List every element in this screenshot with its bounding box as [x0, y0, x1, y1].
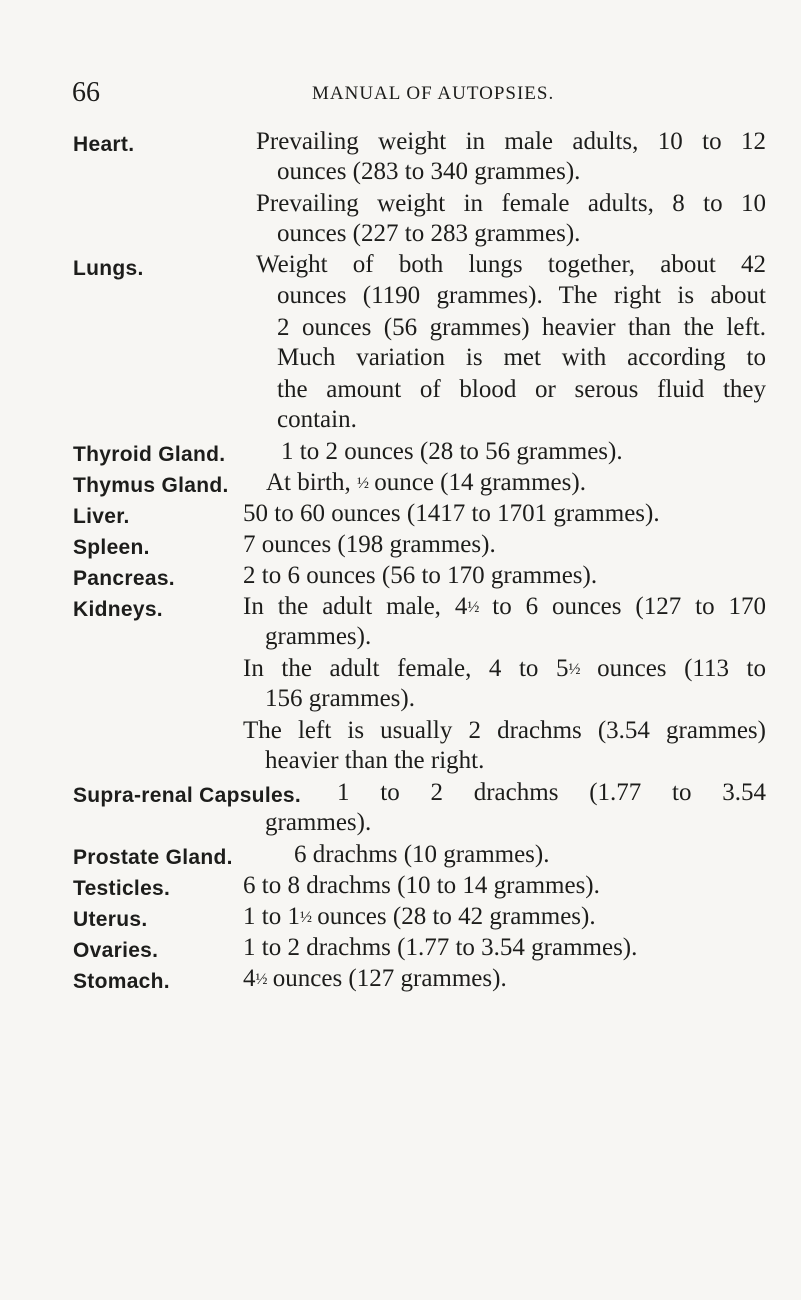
prostate-label: Prostate Gland. — [73, 846, 233, 869]
spleen-text: 7 ounces (198 grammes). — [243, 531, 496, 558]
uterus-label: Uterus. — [73, 908, 148, 931]
heart-line-1: Prevailing weight in male adults, 10 to 12 — [256, 128, 766, 155]
kidneys-line-6: heavier than the right. — [265, 747, 485, 774]
kidneys-line-3-post: ounces (113 to — [597, 655, 767, 682]
pancreas-label: Pancreas. — [73, 567, 175, 590]
kidneys-line-1-pre: In the adult male, 4 — [243, 593, 468, 620]
stomach-label: Stomach. — [73, 970, 170, 993]
stomach-fraction: ½ — [255, 971, 267, 988]
ovaries-text: 1 to 2 drachms (1.77 to 3.54 grammes). — [243, 934, 638, 961]
uterus-fraction: ½ — [299, 909, 311, 926]
kidneys-line-5: The left is usually 2 drachms (3.54 grammes) — [243, 717, 766, 744]
kidneys-line-2: grammes). — [265, 623, 372, 650]
stomach-text-post: ounces (127 grammes). — [272, 965, 507, 992]
kidneys-label: Kidneys. — [73, 598, 163, 621]
heart-line-4: ounces (227 to 283 grammes). — [277, 220, 581, 247]
suprarenal-line-2: grammes). — [265, 809, 372, 836]
liver-text: 50 to 60 ounces (1417 to 1701 grammes). — [243, 500, 660, 527]
spleen-label: Spleen. — [73, 536, 150, 559]
testicles-text: 6 to 8 drachms (10 to 14 grammes). — [243, 872, 600, 899]
uterus-text — [243, 902, 596, 933]
thymus-text-post: ounce (14 grammes). — [374, 469, 586, 496]
heart-line-3: Prevailing weight in female adults, 8 to 10 — [256, 190, 766, 217]
uterus-text-pre: 1 to 1 — [243, 903, 300, 930]
thymus-text-pre: At birth, — [266, 469, 351, 496]
kidneys-line-1-post: to 6 ounces (127 to 170 — [492, 593, 766, 620]
kidneys-line-4: 156 grammes). — [265, 685, 415, 712]
kidneys-line-3 — [243, 654, 766, 685]
running-title: MANUAL OF AUTOPSIES. — [312, 83, 555, 104]
testicles-label: Testicles. — [73, 877, 171, 900]
page-number: 66 — [72, 77, 100, 108]
lungs-label: Lungs. — [73, 257, 144, 280]
lungs-line-5: the amount of blood or serous fluid they — [277, 376, 766, 403]
uterus-text-post: ounces (28 to 42 grammes). — [317, 903, 596, 930]
lungs-line-6: contain. — [277, 406, 357, 433]
kidneys-fraction-2: ½ — [568, 661, 580, 678]
kidneys-line-3-pre: In the adult female, 4 to 5 — [243, 655, 569, 682]
pancreas-text: 2 to 6 ounces (56 to 170 grammes). — [243, 562, 598, 589]
heart-line-2: ounces (283 to 340 grammes). — [277, 158, 581, 185]
stomach-text-pre: 4 — [243, 965, 256, 992]
heart-label: Heart. — [73, 133, 135, 156]
thymus-text — [266, 468, 586, 499]
suprarenal-line-1: 1 to 2 drachms (1.77 to 3.54 — [337, 779, 766, 806]
thymus-fraction: ½ — [356, 475, 368, 492]
thyroid-label: Thyroid Gland. — [73, 443, 226, 466]
lungs-line-3: 2 ounces (56 grammes) heavier than the left. — [277, 314, 766, 341]
suprarenal-label: Supra-renal Capsules. — [73, 784, 302, 807]
thyroid-text: 1 to 2 ounces (28 to 56 grammes). — [281, 438, 623, 465]
prostate-text: 6 drachms (10 grammes). — [294, 841, 550, 868]
lungs-line-2: ounces (1190 grammes). The right is about — [277, 282, 766, 309]
lungs-line-4: Much variation is met with according to — [277, 344, 766, 371]
thymus-label: Thymus Gland. — [73, 474, 229, 497]
lungs-line-1: Weight of both lungs together, about 42 — [256, 251, 766, 278]
stomach-text — [243, 964, 507, 995]
liver-label: Liver. — [73, 505, 130, 528]
ovaries-label: Ovaries. — [73, 939, 159, 962]
kidneys-line-1 — [243, 592, 766, 623]
kidneys-fraction-1: ½ — [467, 599, 479, 616]
